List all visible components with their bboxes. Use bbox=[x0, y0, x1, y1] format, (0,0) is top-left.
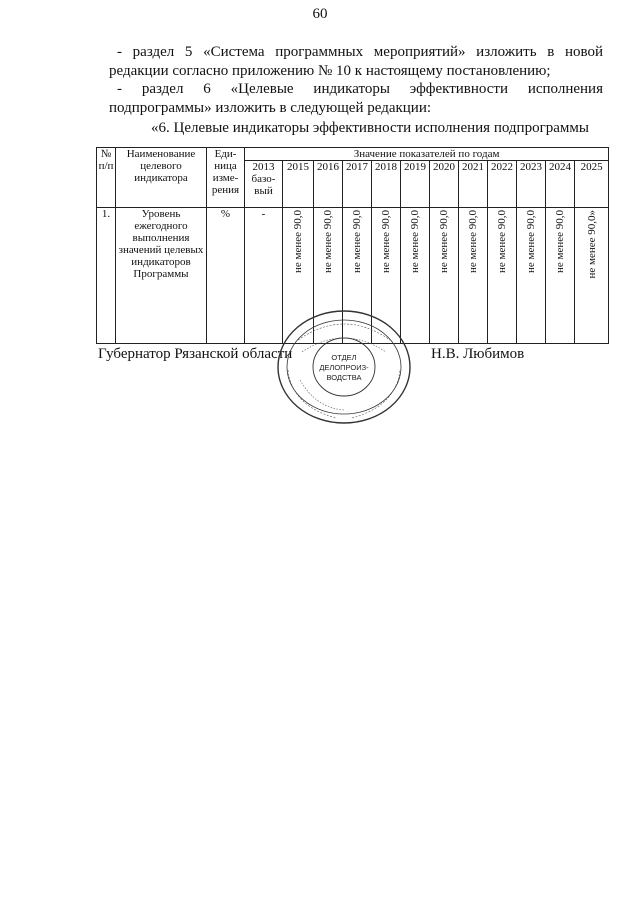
value-text: не менее 90,0 bbox=[380, 210, 392, 274]
header-year: 2023 bbox=[517, 161, 546, 208]
header-year: 2019 bbox=[401, 161, 430, 208]
value-text: не менее 90,0 bbox=[554, 210, 566, 274]
header-num: № п/п bbox=[97, 148, 116, 208]
header-year: 2024 bbox=[546, 161, 575, 208]
row-year-value bbox=[546, 208, 575, 344]
paragraph-line: подпрограммы» изложить в следующей редакции: bbox=[109, 100, 432, 116]
row-num: 1. bbox=[97, 208, 116, 344]
value-text: не менее 90,0 bbox=[409, 210, 421, 274]
header-year: 2020 bbox=[430, 161, 459, 208]
paragraph-line: - раздел 6 «Целевые индикаторы эффективности исполнения bbox=[117, 81, 603, 97]
stamp-line: ВОДСТВА bbox=[326, 373, 362, 382]
row-year-value bbox=[517, 208, 546, 344]
header-year: 2022 bbox=[488, 161, 517, 208]
official-stamp bbox=[276, 308, 412, 426]
paragraph-section-5 bbox=[109, 43, 603, 81]
row-unit: % bbox=[207, 208, 245, 344]
value-text: не менее 90,0 bbox=[322, 210, 334, 274]
row-year-value bbox=[430, 208, 459, 344]
signatory-position: Губернатор Рязанской области bbox=[98, 346, 293, 362]
header-year: 2021 bbox=[459, 161, 488, 208]
row-indicator-name: Уровень ежегодного выполнения значений целевых индикаторов Программы bbox=[116, 208, 207, 344]
row-year-value bbox=[575, 208, 609, 344]
value-text: не менее 90,0 bbox=[438, 210, 450, 274]
value-text: не менее 90,0 bbox=[467, 210, 479, 274]
header-year: 2018 bbox=[372, 161, 401, 208]
header-year: 2025 bbox=[575, 161, 609, 208]
value-text: не менее 90,0 bbox=[496, 210, 508, 274]
header-unit: Еди-ница изме-рения bbox=[207, 148, 245, 208]
header-values-group: Значение показателей по годам bbox=[245, 148, 609, 161]
row-base-value: - bbox=[245, 208, 283, 344]
stamp-line: ДЕЛОПРОИЗ- bbox=[319, 363, 369, 372]
header-year: 2016 bbox=[314, 161, 343, 208]
paragraph-line: - раздел 5 «Система программных мероприятий» изложить в новой bbox=[117, 44, 603, 60]
value-text: не менее 90,0 bbox=[292, 210, 304, 274]
value-text: не менее 90,0» bbox=[585, 210, 598, 279]
paragraph-section-6 bbox=[109, 80, 603, 118]
header-indicator-name: Наименование целевого индикатора bbox=[116, 148, 207, 208]
header-year: 2015 bbox=[283, 161, 314, 208]
value-text: не менее 90,0 bbox=[525, 210, 537, 274]
paragraph-line: редакции согласно приложению № 10 к настоящему постановлению; bbox=[109, 63, 551, 79]
header-base-year: 2013 базо-вый bbox=[245, 161, 283, 208]
row-year-value bbox=[488, 208, 517, 344]
stamp-line: ОТДЕЛ bbox=[331, 353, 357, 362]
page-number: 60 bbox=[312, 6, 328, 22]
header-year: 2017 bbox=[343, 161, 372, 208]
signatory-name: Н.В. Любимов bbox=[431, 346, 525, 362]
table-heading: «6. Целевые индикаторы эффективности исполнения подпрограммы bbox=[151, 120, 589, 136]
value-text: не менее 90,0 bbox=[351, 210, 363, 274]
row-year-value bbox=[459, 208, 488, 344]
